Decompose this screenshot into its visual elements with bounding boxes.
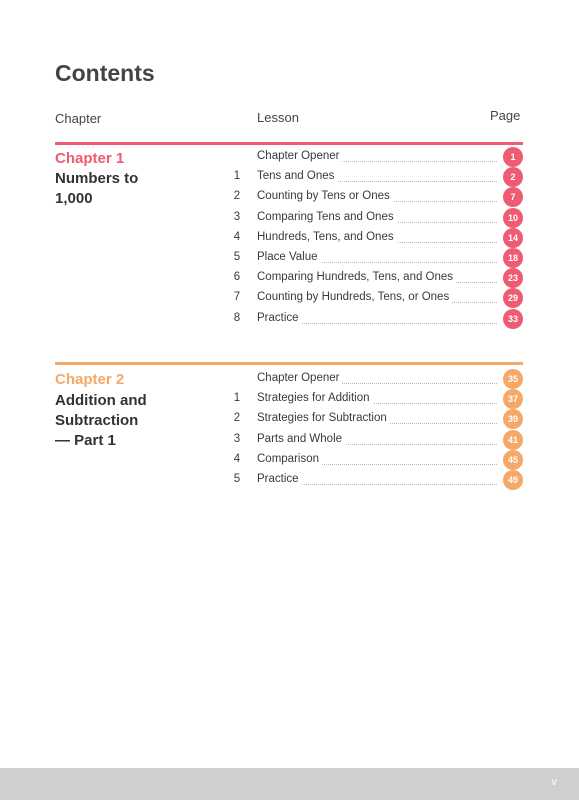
toc-lesson-row: [230, 187, 523, 207]
chapter-2-title-line: Subtraction: [55, 412, 139, 429]
lesson-number: 1: [233, 392, 241, 405]
lesson-title: Hundreds, Tens, and Ones: [257, 231, 397, 243]
lesson-number: 6: [233, 271, 241, 284]
toc-lesson-row: [230, 450, 523, 470]
column-header-chapter: Chapter: [55, 111, 102, 126]
lesson-title: Practice: [257, 312, 302, 324]
toc-lesson-row: [230, 228, 523, 248]
column-header-page: Page: [490, 108, 521, 123]
toc-lesson-row: [230, 288, 523, 308]
lesson-number: 4: [233, 452, 241, 465]
chapter-2-title: [55, 391, 225, 451]
lesson-number: 2: [233, 190, 241, 203]
toc-lesson-row: [230, 369, 523, 389]
page-number-badge: 49: [503, 470, 523, 490]
toc-lesson-row: [230, 470, 523, 490]
chapter-1-rule: [55, 142, 523, 145]
page-number-badge: 10: [503, 208, 523, 228]
page-number-badge: 29: [503, 288, 523, 308]
toc-lesson-row: [230, 409, 523, 429]
lesson-title: Place Value: [257, 251, 321, 263]
lesson-number: 7: [233, 291, 241, 304]
toc-lesson-row: [230, 389, 523, 409]
lesson-title: Strategies for Addition: [257, 392, 373, 404]
toc-lesson-row: [230, 248, 523, 268]
page-number-badge: 7: [503, 187, 523, 207]
lesson-number: 8: [233, 311, 241, 324]
chapter-1-title-line: 1,000: [55, 190, 93, 207]
page-number-badge: 41: [503, 430, 523, 450]
toc-lesson-row: [230, 268, 523, 288]
lesson-title: Counting by Tens or Ones: [257, 190, 393, 202]
toc-lesson-row: [230, 309, 523, 329]
lesson-title: Chapter Opener: [257, 372, 342, 384]
page-number-badge: 14: [503, 228, 523, 248]
lesson-title: Tens and Ones: [257, 170, 337, 182]
footer-bar: [0, 768, 579, 800]
page-number-badge: 33: [503, 309, 523, 329]
chapter-1-title-line: Numbers to: [55, 170, 139, 187]
chapter-1-title: [55, 169, 225, 209]
toc-lesson-row: [230, 167, 523, 187]
lesson-number: 1: [233, 170, 241, 183]
page-number: v: [551, 776, 557, 788]
lesson-title: Strategies for Subtraction: [257, 412, 390, 424]
toc-lesson-row: [230, 208, 523, 228]
lesson-title: Counting by Hundreds, Tens, or Ones: [257, 291, 452, 303]
lesson-number: 5: [233, 251, 241, 263]
page-number-badge: 39: [503, 409, 523, 429]
chapter-2-rule: [55, 362, 523, 365]
lesson-title: Practice: [257, 473, 302, 485]
page-number-badge: 1: [503, 147, 523, 167]
column-header-lesson: Lesson: [257, 110, 299, 125]
toc-lesson-row: [230, 430, 523, 450]
page-number-badge: 37: [503, 389, 523, 409]
lesson-title: Comparison: [257, 453, 322, 465]
lesson-number: 5: [233, 473, 241, 485]
chapter-2-title-line: — Part 1: [55, 432, 116, 449]
page-number-badge: 35: [503, 369, 523, 389]
lesson-number: 3: [233, 432, 241, 445]
chapter-1-label: Chapter 1: [55, 150, 125, 167]
page-number-badge: 45: [503, 450, 523, 470]
lesson-title: Comparing Hundreds, Tens, and Ones: [257, 271, 456, 283]
lesson-number: 3: [233, 210, 241, 223]
lesson-number: 4: [233, 230, 241, 243]
page-title: Contents: [55, 60, 155, 86]
lesson-title: Parts and Whole: [257, 433, 345, 445]
page-number-badge: 23: [503, 268, 523, 288]
lesson-number: 2: [233, 412, 241, 425]
page-number-badge: 2: [503, 167, 523, 187]
lesson-title: Chapter Opener: [257, 150, 342, 162]
toc-lesson-row: [230, 147, 523, 167]
lesson-title: Comparing Tens and Ones: [257, 211, 397, 223]
chapter-2-title-line: Addition and: [55, 392, 147, 409]
page-number-badge: 18: [503, 248, 523, 268]
chapter-2-label: Chapter 2: [55, 371, 125, 388]
